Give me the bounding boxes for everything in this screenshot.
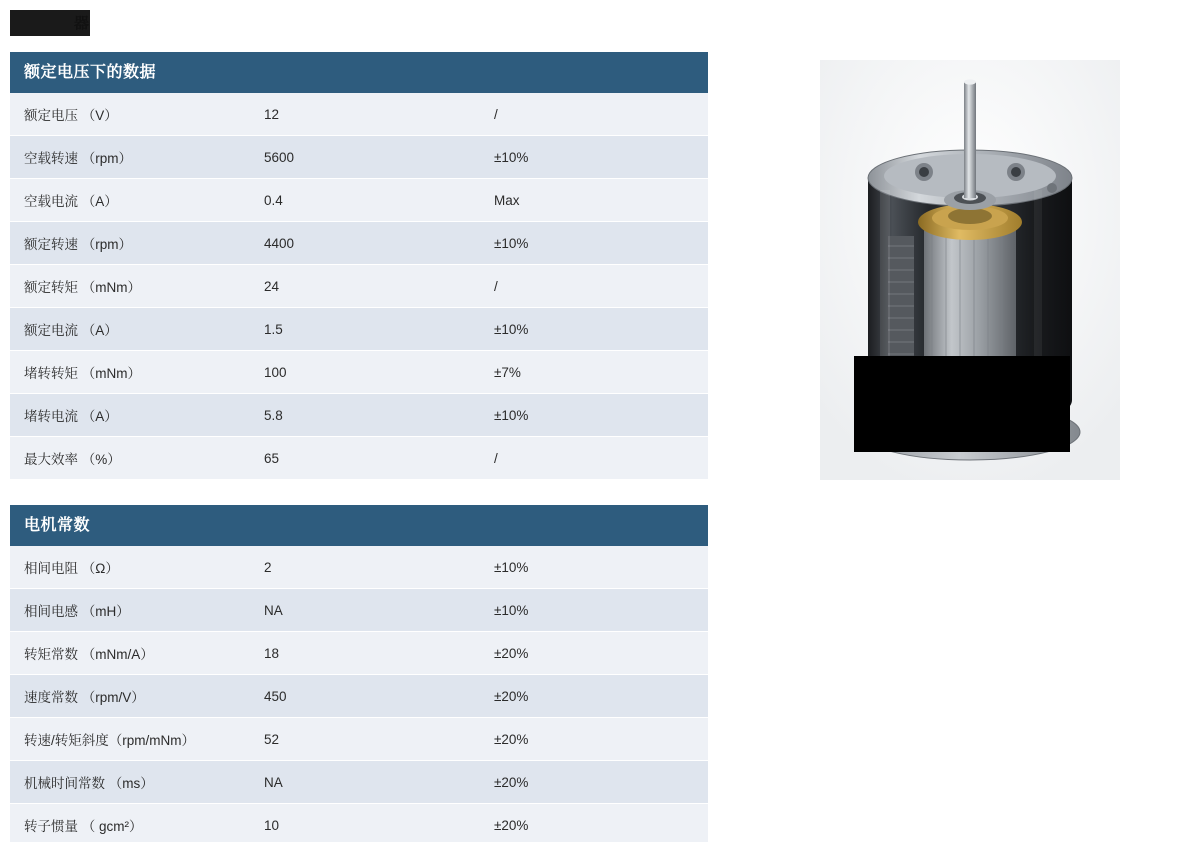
rated-data-table-title: 额定电压下的数据 (10, 52, 708, 93)
table-row (10, 632, 708, 675)
row-tolerance: ±20% (480, 632, 708, 675)
table-row (10, 179, 708, 222)
rated-data-table (10, 93, 708, 480)
row-value: 4400 (250, 222, 480, 265)
row-tolerance: / (480, 265, 708, 308)
row-label: 空载电流 （A） (10, 179, 250, 222)
table-row (10, 308, 708, 351)
row-tolerance: ±10% (480, 136, 708, 179)
row-tolerance: Max (480, 179, 708, 222)
row-tolerance: / (480, 93, 708, 136)
table-row (10, 93, 708, 136)
table-row (10, 589, 708, 632)
row-label: 最大效率 （%） (10, 437, 250, 480)
table-row (10, 718, 708, 761)
table-row (10, 394, 708, 437)
row-value: 12 (250, 93, 480, 136)
row-value: 0.4 (250, 179, 480, 222)
row-value: 52 (250, 718, 480, 761)
table-row (10, 351, 708, 394)
row-label: 额定电流 （A） (10, 308, 250, 351)
row-tolerance: / (480, 437, 708, 480)
rated-data-table-block (10, 52, 708, 480)
row-value: 24 (250, 265, 480, 308)
motor-constants-table (10, 546, 708, 842)
table-row (10, 546, 708, 589)
table-row (10, 761, 708, 804)
row-value: 5600 (250, 136, 480, 179)
row-label: 额定转矩 （mNm） (10, 265, 250, 308)
row-tolerance: ±20% (480, 804, 708, 842)
table-row (10, 136, 708, 179)
table-row (10, 804, 708, 842)
redacted-title: 器 (74, 15, 90, 32)
row-value: 2 (250, 546, 480, 589)
row-label: 堵转转矩 （mNm） (10, 351, 250, 394)
row-value: 1.5 (250, 308, 480, 351)
row-value: 5.8 (250, 394, 480, 437)
row-value: 10 (250, 804, 480, 842)
row-value: 100 (250, 351, 480, 394)
row-label: 额定转速 （rpm） (10, 222, 250, 265)
row-tolerance: ±10% (480, 222, 708, 265)
table-row (10, 675, 708, 718)
row-label: 速度常数 （rpm/V） (10, 675, 250, 718)
row-value: 450 (250, 675, 480, 718)
row-tolerance: ±20% (480, 718, 708, 761)
row-value: 65 (250, 437, 480, 480)
motor-constants-table-block (10, 505, 708, 842)
row-label: 额定电压 （V） (10, 93, 250, 136)
row-label: 相间电感 （mH） (10, 589, 250, 632)
motor-constants-table-title: 电机常数 (10, 505, 708, 546)
row-tolerance: ±10% (480, 546, 708, 589)
row-label: 机械时间常数 （ms） (10, 761, 250, 804)
row-value: NA (250, 761, 480, 804)
row-value: 18 (250, 632, 480, 675)
image-occlusion-patch (854, 356, 1070, 452)
row-tolerance: ±20% (480, 675, 708, 718)
row-tolerance: ±10% (480, 589, 708, 632)
row-label: 堵转电流 （A） (10, 394, 250, 437)
row-tolerance: ±7% (480, 351, 708, 394)
row-tolerance: ±10% (480, 394, 708, 437)
table-row (10, 265, 708, 308)
row-tolerance: ±20% (480, 761, 708, 804)
row-value: NA (250, 589, 480, 632)
row-label: 转速/转矩斜度（rpm/mNm） (10, 718, 250, 761)
table-row (10, 222, 708, 265)
row-label: 转矩常数 （mNm/A） (10, 632, 250, 675)
table-row (10, 437, 708, 480)
row-label: 相间电阻 （Ω） (10, 546, 250, 589)
row-label: 转子惯量 （ gcm²） (10, 804, 250, 842)
row-label: 空载转速 （rpm） (10, 136, 250, 179)
row-tolerance: ±10% (480, 308, 708, 351)
